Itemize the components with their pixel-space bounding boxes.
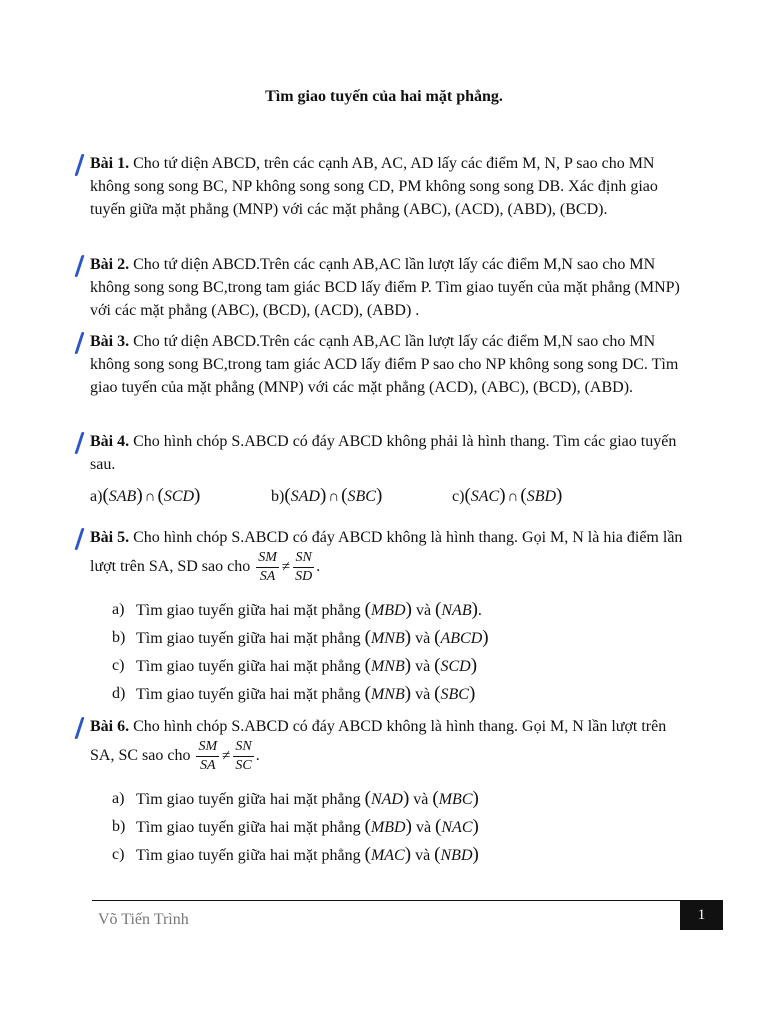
exercise-6-body: Bài 6. Cho hình chóp S.ABCD có đáy ABCD không là hình thang. Gọi M, N lần lượt trên SA, SC sao cho $\frac{SM}{SA}$ ≠ $\frac{SN}{SC}$ . [90, 718, 667, 773]
exercise-3-body [90, 330, 690, 399]
exercise-5 [90, 526, 690, 708]
page-number: 1 [680, 900, 723, 930]
exercise-text: Cho hình chóp S.ABCD có đáy ABCD không phải là hình thang. Tìm các giao tuyến sau. [90, 433, 677, 473]
page-title: Tìm giao tuyến của hai mặt phẳng. [265, 88, 503, 105]
option-c: c)(SAC) ∩ (SBD) [452, 485, 563, 506]
exercise-1 [90, 152, 690, 221]
exercise-heading: Bài 4. [90, 433, 130, 450]
exercise-heading: Bài 5. [90, 529, 130, 546]
exercise-3 [90, 330, 690, 399]
margin-mark-icon [74, 255, 84, 277]
subquestion-item: b) Tìm giao tuyến giữa hai mặt phẳng (MNB) và (ABCD) [112, 627, 489, 648]
exercise-1-body [90, 152, 690, 221]
intersection-options [90, 484, 690, 509]
exercise-4 [90, 430, 690, 509]
exercise-6 [90, 715, 690, 869]
fraction: $\frac{SN}{SD}$ [295, 550, 313, 584]
subquestion-item: c) Tìm giao tuyến giữa hai mặt phẳng (MNB) và (SCD) [112, 655, 478, 676]
option-b: b)(SAD) ∩ (SBC) [271, 485, 383, 506]
subquestion-item: c) Tìm giao tuyến giữa hai mặt phẳng (MAC) và (NBD) [112, 844, 479, 865]
subquestion-list [90, 785, 690, 869]
subquestion-item: d) Tìm giao tuyến giữa hai mặt phẳng (MNB) và (SBC) [112, 683, 476, 704]
exercise-text: Cho tứ diện ABCD.Trên các cạnh AB,AC lần lượt lấy các điểm M,N sao cho MN không song song BC,trong tam giác ACD lấy điểm P sao cho NP không song song DC. Tìm giao tuyến của mặt phẳng (MNP) với các mặt phẳng (ACD), (ABC), (BCD), (ABD). [90, 333, 679, 396]
footer-divider [92, 900, 723, 901]
exercise-text: Cho hình chóp S.ABCD có đáy ABCD không là hình thang. Gọi M, N lần lượt trên SA, SC sao cho [90, 718, 667, 765]
footer-author: Võ Tiến Trình [98, 911, 189, 928]
exercise-5-body: Bài 5. Cho hình chóp S.ABCD có đáy ABCD không là hình thang. Gọi M, N là hia điểm lần lượt trên SA, SD sao cho $\frac{SM}{SA}$ ≠ $\frac{SN}{SD}$ . [90, 529, 683, 584]
exercise-4-body [90, 430, 690, 476]
margin-mark-icon [74, 528, 84, 550]
subquestion-list [90, 596, 690, 708]
margin-mark-icon [74, 332, 84, 354]
subquestion-item: a) Tìm giao tuyến giữa hai mặt phẳng (MBD) và (NAB). [112, 599, 482, 620]
exercise-text: Cho tứ diện ABCD, trên các cạnh AB, AC, AD lấy các điểm M, N, P sao cho MN không song song BC, NP không song song CD, PM không song song DB. Xác định giao tuyến giữa mặt phẳng (MNP) với các mặt phẳng (ABC), (ACD), (ABD), (BCD). [90, 155, 658, 218]
exercise-2-body [90, 253, 690, 322]
fraction: $\frac{SM}{SA}$ [198, 739, 218, 773]
exercise-heading: Bài 2. [90, 256, 130, 273]
exercise-heading: Bài 6. [90, 718, 130, 735]
fraction: $\frac{SN}{SC}$ [235, 739, 252, 773]
subquestion-item: b) Tìm giao tuyến giữa hai mặt phẳng (MBD) và (NAC) [112, 816, 479, 837]
margin-mark-icon [74, 154, 84, 176]
exercise-heading: Bài 3. [90, 333, 130, 350]
exercise-heading: Bài 1. [90, 155, 130, 172]
fraction: $\frac{SM}{SA}$ [258, 550, 277, 584]
margin-mark-icon [74, 432, 84, 454]
exercise-text: Cho tứ diện ABCD.Trên các cạnh AB,AC lần lượt lấy các điểm M,N sao cho MN không song song BC,trong tam giác BCD lấy điểm P. Tìm giao tuyến của mặt phẳng (MNP) với các mặt phẳng (ABC), (BCD), (ACD), (ABD) . [90, 256, 680, 319]
exercise-2 [90, 253, 690, 322]
exercise-text: Cho hình chóp S.ABCD có đáy ABCD không là hình thang. Gọi M, N là hia điểm lần lượt trên SA, SD sao cho [90, 529, 683, 576]
subquestion-item: a) Tìm giao tuyến giữa hai mặt phẳng (NAD) và (MBC) [112, 788, 479, 809]
option-a: a)(SAB) ∩ (SCD) [90, 485, 201, 506]
margin-mark-icon [74, 717, 84, 739]
